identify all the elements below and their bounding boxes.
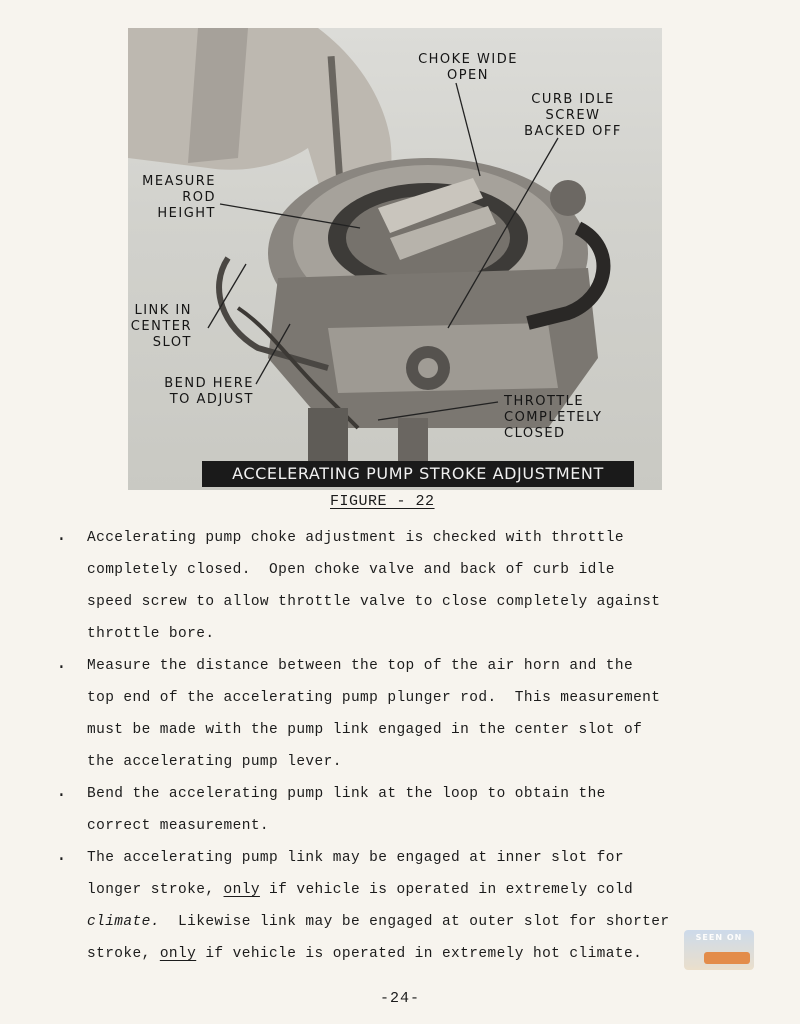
callout-measure-rod-height: MEASURE ROD HEIGHT	[142, 174, 216, 221]
bullet-dot: .	[56, 654, 67, 674]
text-line: top end of the accelerating pump plunger rod. This measurement	[87, 690, 661, 706]
list-item	[56, 778, 756, 842]
text-line: Bend the accelerating pump link at the loop to obtain the	[87, 786, 606, 802]
list-item	[56, 650, 756, 778]
text-line	[87, 906, 756, 938]
text-fragment: if vehicle is operated in extremely hot climate.	[196, 946, 643, 962]
text-fragment: stroke,	[87, 946, 160, 962]
text-fragment: longer stroke,	[87, 882, 224, 898]
callout-curb-idle-screw: CURB IDLE SCREW BACKED OFF	[524, 92, 622, 139]
text-line: the accelerating pump lever.	[87, 754, 342, 770]
text-line: correct measurement.	[87, 818, 270, 834]
instruction-list	[56, 522, 756, 970]
text-line: The accelerating pump link may be engaged at inner slot for	[87, 850, 624, 866]
text-line: Accelerating pump choke adjustment is checked with throttle	[87, 530, 624, 546]
italic-word: climate.	[87, 914, 160, 930]
text-line: Measure the distance between the top of the air horn and the	[87, 658, 634, 674]
text-line: speed screw to allow throttle valve to close completely against	[87, 594, 661, 610]
watermark-logo	[684, 930, 754, 970]
callout-throttle-closed: THROTTLE COMPLETELY CLOSED	[504, 394, 603, 441]
bullet-dot: .	[56, 526, 67, 546]
page-number: -24-	[379, 990, 420, 1007]
text-line: throttle bore.	[87, 626, 215, 642]
watermark-text: SEEN ON	[695, 933, 743, 942]
list-item	[56, 842, 756, 970]
carburetor-photo	[128, 28, 662, 490]
callout-bend-here: BEND HERE TO ADJUST	[164, 376, 254, 407]
figure-banner: ACCELERATING PUMP STROKE ADJUSTMENT	[202, 461, 634, 487]
text-fragment: Likewise link may be engaged at outer slot for shorter	[159, 914, 670, 930]
text-line	[87, 874, 756, 906]
text-fragment: if vehicle is operated in extremely cold	[259, 882, 634, 898]
callout-choke-wide-open: CHOKE WIDE OPEN	[418, 52, 518, 83]
callout-link-center-slot: LINK IN CENTER SLOT	[130, 303, 192, 350]
underlined-word: only	[223, 882, 260, 898]
text-line: completely closed. Open choke valve and back of curb idle	[87, 562, 615, 578]
bullet-dot: .	[56, 782, 67, 802]
text-line: must be made with the pump link engaged in the center slot of	[87, 722, 643, 738]
watermark-badge	[704, 952, 750, 964]
bullet-dot: .	[56, 846, 67, 866]
list-item	[56, 522, 756, 650]
figure-label: FIGURE - 22	[330, 493, 435, 510]
underlined-word: only	[159, 946, 197, 962]
text-line	[87, 938, 756, 970]
